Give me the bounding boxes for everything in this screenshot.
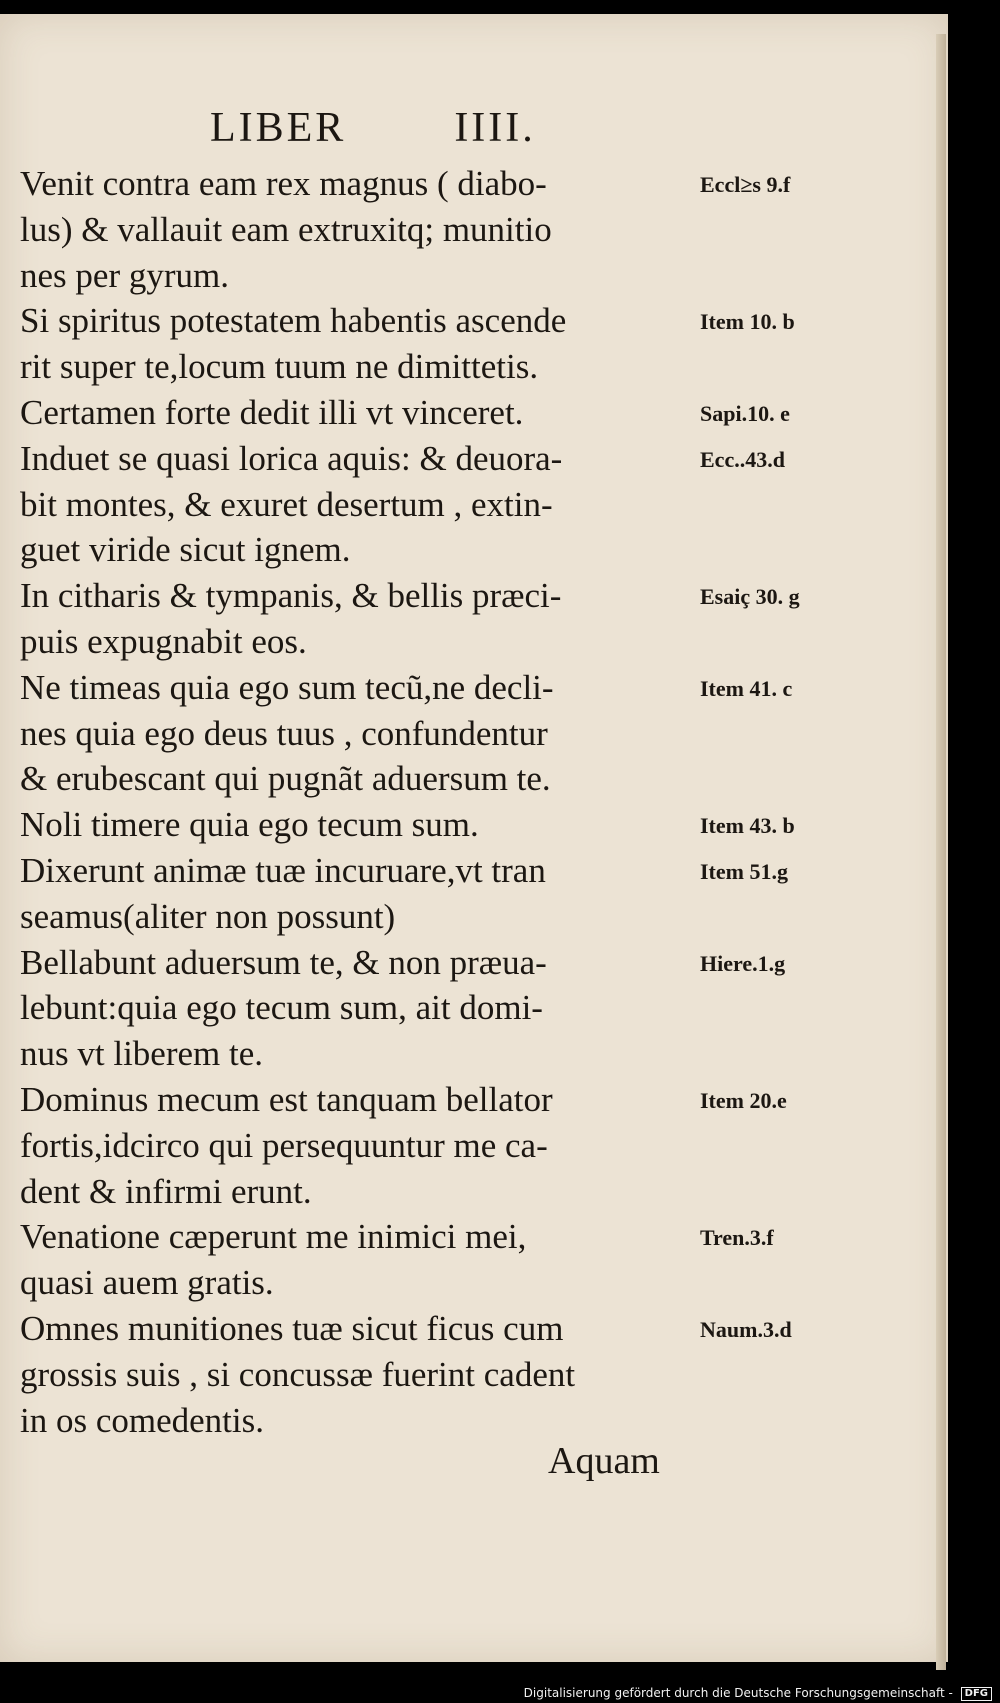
marginal-note: Item 20.e	[700, 1088, 787, 1113]
text-line: Dominus mecum est tanquam bellator	[20, 1080, 553, 1119]
marginal-note: Item 41. c	[700, 676, 793, 701]
digitization-credit	[0, 1685, 992, 1701]
marginal-note: Item 51.g	[700, 859, 788, 884]
running-head: LIBER IIII.	[210, 105, 536, 151]
text-line: Certamen forte dedit illi vt vinceret.	[20, 393, 524, 432]
text-line: Omnes munitiones tuæ sicut ficus cum	[20, 1309, 564, 1348]
text-line: bit montes, & exuret desertum , extin-	[20, 485, 553, 524]
marginal-note: Eccl≥s 9.f	[700, 172, 791, 197]
marginal-note: Ecc..43.d	[700, 447, 785, 472]
text-line: Venit contra eam rex magnus ( diabo-	[20, 164, 547, 203]
marginal-note: Sapi.10. e	[700, 401, 790, 426]
text-line: in os comedentis.	[20, 1401, 264, 1440]
text-line: Ne timeas quia ego sum tecũ,ne decli-	[20, 668, 554, 707]
text-line: puis expugnabit eos.	[20, 622, 307, 661]
marginal-note: Esaiç 30. g	[700, 584, 800, 609]
dfg-logo: DFG	[961, 1687, 992, 1701]
text-line: grossis suis , si concussæ fuerint cadent	[20, 1355, 576, 1394]
text-line: fortis,idcirco qui persequuntur me ca-	[20, 1126, 548, 1165]
text-line: lebunt:quia ego tecum sum, ait domi-	[20, 988, 543, 1027]
book-page	[0, 14, 948, 1662]
text-line: lus) & vallauit eam extruxitq; munitio	[20, 210, 552, 249]
text-line: nus vt liberem te.	[20, 1034, 264, 1073]
text-line: dent & infirmi erunt.	[20, 1172, 312, 1211]
credit-text: Digitalisierung gefördert durch die Deutsche Forschungsgemeinschaft -	[523, 1686, 953, 1700]
page-edge	[936, 34, 946, 1670]
text-line: Venatione cæperunt me inimici mei,	[20, 1217, 527, 1256]
marginal-note: Item 10. b	[700, 309, 795, 334]
text-line: nes quia ego deus tuus , confundentur	[20, 714, 548, 753]
text-line: nes per gyrum.	[20, 256, 229, 295]
marginal-note: Hiere.1.g	[700, 951, 786, 976]
text-line: Bellabunt aduersum te, & non præua-	[20, 943, 547, 982]
marginal-note: Item 43. b	[700, 813, 795, 838]
marginal-note: Naum.3.d	[700, 1317, 792, 1342]
text-line: rit super te,locum tuum ne dimittetis.	[20, 347, 539, 386]
text-line: Dixerunt animæ tuæ incuruare,vt tran	[20, 851, 546, 890]
marginal-note: Tren.3.f	[700, 1225, 774, 1250]
text-line: & erubescant qui pugnãt aduersum te.	[20, 759, 551, 798]
catchword: Aquam	[548, 1440, 660, 1482]
text-line: Noli timere quia ego tecum sum.	[20, 805, 479, 844]
text-line: guet viride sicut ignem.	[20, 530, 351, 569]
text-line: Induet se quasi lorica aquis: & deuora-	[20, 439, 563, 478]
text-line: In citharis & tympanis, & bellis præci-	[20, 576, 562, 615]
text-line: quasi auem gratis.	[20, 1263, 274, 1302]
text-line: Si spiritus potestatem habentis ascende	[20, 301, 567, 340]
text-line: seamus(aliter non possunt)	[20, 897, 396, 936]
